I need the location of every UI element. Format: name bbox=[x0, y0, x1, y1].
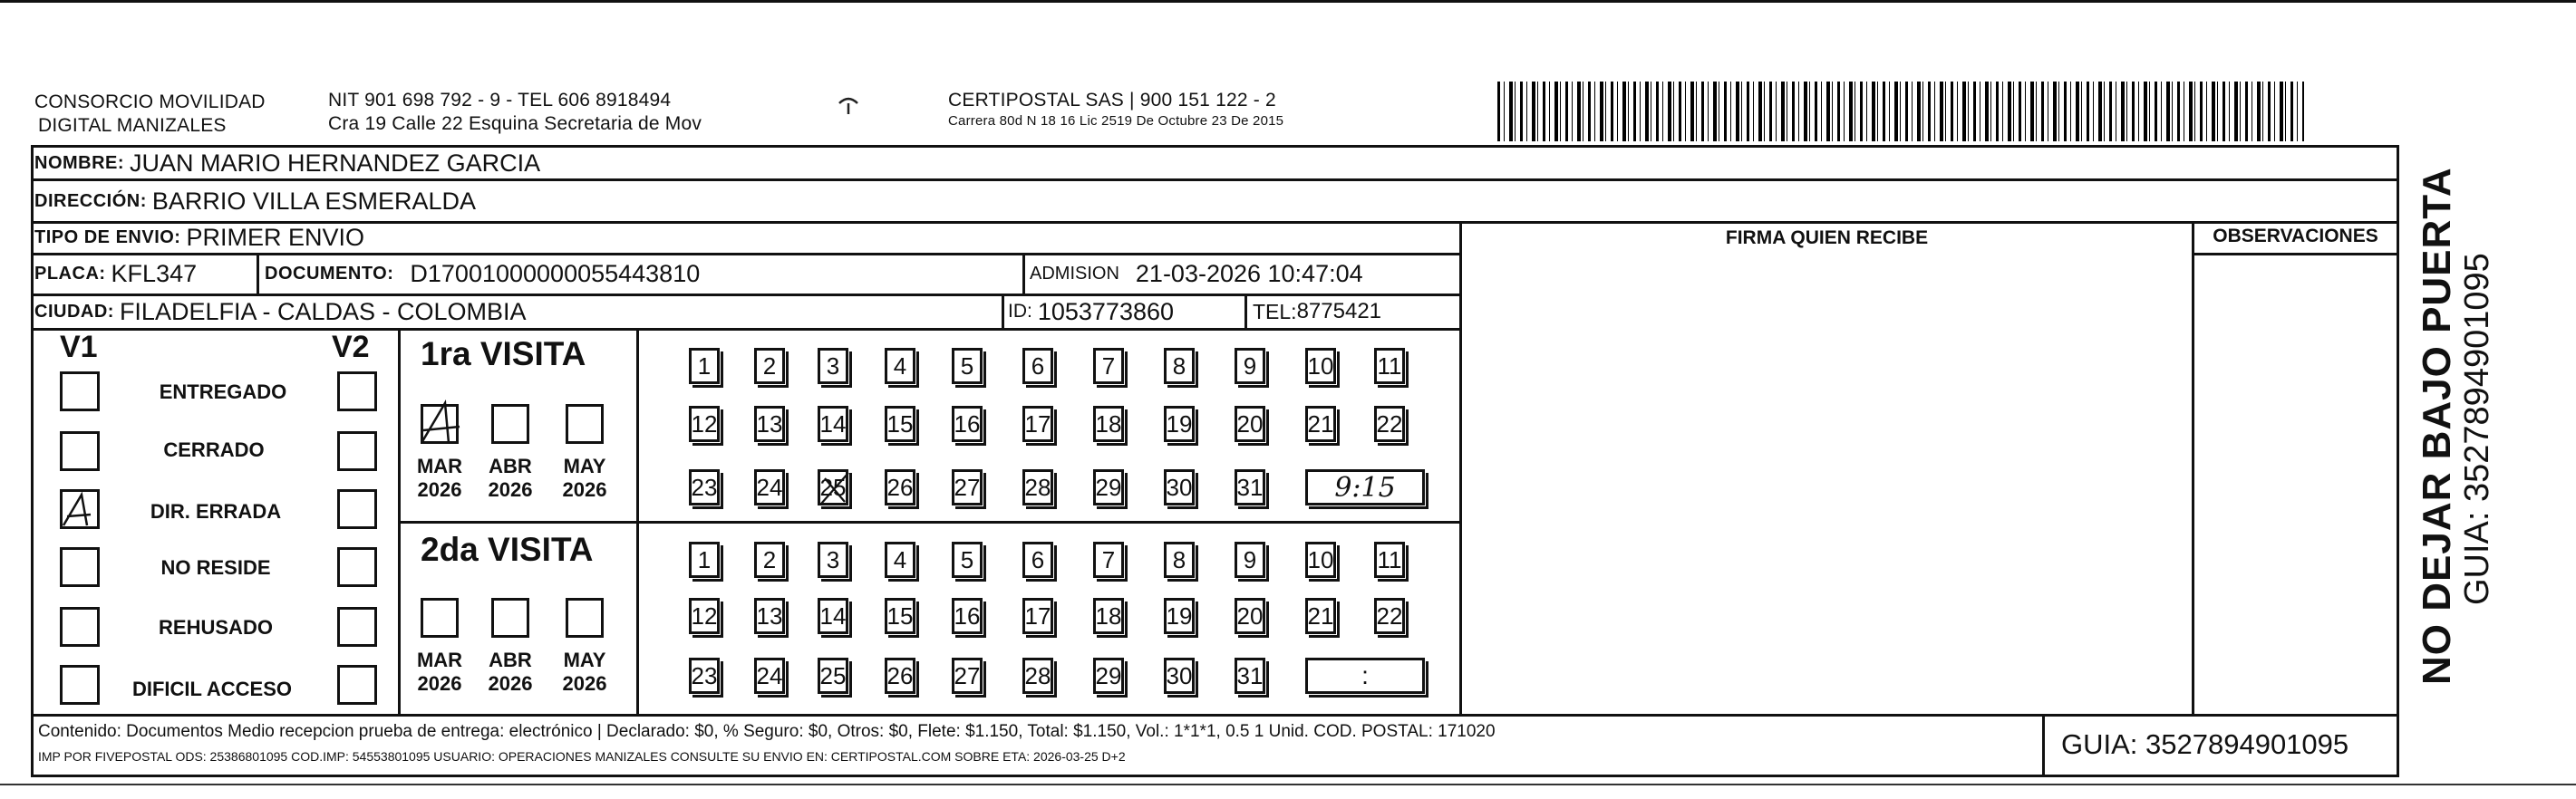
placa-value: KFL347 bbox=[111, 259, 198, 287]
second-visit-day-16[interactable] bbox=[952, 598, 983, 634]
mar-year-2: 2026 bbox=[417, 672, 462, 695]
day-number: 13 bbox=[756, 409, 783, 438]
day-number: 11 bbox=[1377, 351, 1402, 380]
second-visit-day-4[interactable] bbox=[885, 542, 915, 578]
mar-text: MAR bbox=[416, 455, 463, 477]
day-number: 9 bbox=[1243, 351, 1257, 380]
day-number: 17 bbox=[1024, 409, 1051, 438]
abr-text: ABR bbox=[489, 455, 532, 477]
first-visit-day-25[interactable] bbox=[818, 469, 848, 505]
first-visit-day-22[interactable] bbox=[1374, 406, 1405, 442]
nombre-label: NOMBRE: bbox=[34, 152, 125, 173]
second-visit-day-14[interactable] bbox=[818, 598, 848, 634]
first-visit-time[interactable] bbox=[1305, 469, 1425, 505]
day-number: 3 bbox=[826, 351, 840, 380]
second-visit-day-23[interactable] bbox=[689, 658, 720, 694]
first-visit-day-21[interactable] bbox=[1305, 406, 1336, 442]
first-visit-may-box[interactable] bbox=[566, 404, 604, 444]
day-number: 11 bbox=[1377, 545, 1402, 573]
second-visit-day-24[interactable] bbox=[754, 658, 785, 694]
first-visit-day-26[interactable] bbox=[885, 469, 915, 505]
day-number: 27 bbox=[954, 473, 981, 501]
first-visit-day-12[interactable] bbox=[689, 406, 720, 442]
first-visit-title: 1ra VISITA bbox=[421, 335, 586, 372]
day-number: 14 bbox=[819, 409, 847, 438]
row-line-5 bbox=[31, 328, 1461, 331]
scan-edge-bottom bbox=[0, 784, 2576, 785]
day-number: 25 bbox=[819, 661, 847, 689]
second-visit-day-10[interactable] bbox=[1305, 542, 1336, 578]
day-number: 9 bbox=[1243, 545, 1257, 573]
may-year: 2026 bbox=[562, 478, 607, 501]
day-number: 8 bbox=[1172, 545, 1186, 573]
guia-vertical: GUIA: 3527894901095 bbox=[2458, 253, 2496, 605]
handwritten-mark-icon bbox=[420, 400, 463, 447]
first-visit-day-7[interactable] bbox=[1093, 348, 1124, 384]
row-line-1 bbox=[31, 178, 2397, 181]
day-number: 26 bbox=[886, 473, 914, 501]
tipo-row bbox=[34, 223, 364, 252]
first-visit-day-19[interactable] bbox=[1164, 406, 1195, 442]
second-visit-time[interactable] bbox=[1305, 658, 1425, 694]
day-number: 5 bbox=[960, 545, 974, 573]
id-sep bbox=[1002, 294, 1004, 328]
v1-dir-errada-checkbox[interactable] bbox=[60, 489, 100, 529]
second-visit-day-20[interactable] bbox=[1235, 598, 1265, 634]
day-number: 15 bbox=[886, 409, 914, 438]
abr-year: 2026 bbox=[488, 478, 533, 501]
second-visit-day-27[interactable] bbox=[952, 658, 983, 694]
direccion-row bbox=[34, 187, 476, 216]
certipostal-line1: CERTIPOSTAL SAS | 900 151 122 - 2 bbox=[948, 90, 1276, 111]
day-number: 21 bbox=[1307, 602, 1334, 630]
may-text-2: MAY bbox=[563, 649, 606, 671]
first-visit-mar-box[interactable] bbox=[421, 404, 459, 444]
tel-row bbox=[1253, 297, 1381, 326]
option-dificil-acceso: DIFICIL ACCESO bbox=[131, 678, 292, 700]
day-number: 15 bbox=[886, 602, 914, 630]
day-number: 5 bbox=[960, 351, 974, 380]
no-dejar-bajo-puerta: NO DEJAR BAJO PUERTA bbox=[2415, 167, 2459, 685]
first-visit-day-1[interactable] bbox=[689, 348, 720, 384]
id-value: 1053773860 bbox=[1037, 297, 1175, 325]
first-visit-day-29[interactable] bbox=[1093, 469, 1124, 505]
v1-entregado-checkbox[interactable] bbox=[60, 371, 100, 411]
nit-line1: NIT 901 698 792 - 9 - TEL 606 8918494 bbox=[328, 90, 672, 111]
handwritten-check-icon bbox=[60, 489, 100, 529]
may-text: MAY bbox=[563, 455, 606, 477]
v1-cerrado-checkbox[interactable] bbox=[60, 431, 100, 471]
row-line-2 bbox=[31, 221, 2397, 224]
ciudad-value: FILADELFIA - CALDAS - COLOMBIA bbox=[119, 297, 527, 325]
first-visit-day-2[interactable] bbox=[754, 348, 785, 384]
first-visit-day-11[interactable] bbox=[1374, 348, 1405, 384]
first-visit-day-17[interactable] bbox=[1022, 406, 1053, 442]
documento-label: DOCUMENTO: bbox=[265, 263, 394, 284]
admision-value: 21-03-2026 10:47:04 bbox=[1135, 259, 1363, 287]
first-visit-mar-label bbox=[408, 455, 471, 502]
second-visit-day-30[interactable] bbox=[1164, 658, 1195, 694]
second-visit-may-box[interactable] bbox=[566, 598, 604, 638]
day-number: 22 bbox=[1376, 409, 1403, 438]
day-number: 26 bbox=[886, 661, 914, 689]
footer-guia: GUIA: 3527894901095 bbox=[2061, 728, 2349, 760]
day-number: 20 bbox=[1236, 602, 1264, 630]
id-row bbox=[1008, 297, 1174, 326]
day-number: 27 bbox=[954, 661, 981, 689]
row-line-3 bbox=[31, 253, 1461, 255]
nit-line2: Cra 19 Calle 22 Esquina Secretaria de Mov bbox=[328, 113, 702, 134]
second-visit-day-2[interactable] bbox=[754, 542, 785, 578]
day-number: 16 bbox=[954, 409, 981, 438]
nombre-value: JUAN MARIO HERNANDEZ GARCIA bbox=[130, 149, 541, 177]
first-visit-day-15[interactable] bbox=[885, 406, 915, 442]
abr-text-2: ABR bbox=[489, 649, 532, 671]
day-number: 7 bbox=[1101, 351, 1116, 380]
first-visit-abr-label bbox=[479, 455, 542, 502]
day-number: 10 bbox=[1307, 351, 1334, 380]
footer-contenido: Contenido: Documentos Medio recepcion prueba de entrega: electrónico | Declarado: $0, % Seguro: $0, Otros: $0, Flete: $1.150, Total: $1.150, Vol.: 1*1*1, 0.5 1 Unid. COD. POSTAL: 171020 bbox=[38, 722, 1496, 741]
first-visit-day-18[interactable] bbox=[1093, 406, 1124, 442]
placa-sep bbox=[257, 253, 259, 294]
ciudad-row bbox=[34, 297, 527, 326]
firma-header: FIRMA QUIEN RECIBE bbox=[1725, 227, 1929, 248]
first-visit-day-27[interactable] bbox=[952, 469, 983, 505]
day-number: 23 bbox=[691, 473, 718, 501]
first-visit-day-16[interactable] bbox=[952, 406, 983, 442]
second-visit-abr-box[interactable] bbox=[491, 598, 529, 638]
col-firma-left bbox=[1459, 221, 1462, 714]
day-number: 4 bbox=[893, 351, 907, 380]
second-visit-day-21[interactable] bbox=[1305, 598, 1336, 634]
day-number: 18 bbox=[1095, 409, 1122, 438]
day-number: 29 bbox=[1095, 661, 1122, 689]
footer-guia-sep bbox=[2042, 714, 2045, 775]
tel-sep bbox=[1244, 294, 1247, 328]
second-visit-day-29[interactable] bbox=[1093, 658, 1124, 694]
day-number: 24 bbox=[756, 473, 783, 501]
day-number: 13 bbox=[756, 602, 783, 630]
first-visit-day-10[interactable] bbox=[1305, 348, 1336, 384]
company-name bbox=[34, 91, 266, 138]
second-visit-day-5[interactable] bbox=[952, 542, 983, 578]
first-visit-day-5[interactable] bbox=[952, 348, 983, 384]
nit-info bbox=[328, 89, 702, 136]
direccion-label: DIRECCIÓN: bbox=[34, 190, 147, 211]
ciudad-label: CIUDAD: bbox=[34, 301, 114, 322]
first-visit-day-9[interactable] bbox=[1235, 348, 1265, 384]
company-line2: DIGITAL MANIZALES bbox=[38, 115, 227, 136]
mar-year: 2026 bbox=[417, 478, 462, 501]
admision-sep bbox=[1022, 253, 1025, 294]
v1-rehusado-checkbox[interactable] bbox=[60, 607, 100, 647]
day-number: 25 bbox=[819, 473, 847, 501]
row-line-obs bbox=[2192, 253, 2397, 255]
day-number: 16 bbox=[954, 602, 981, 630]
tel-value: 8775421 bbox=[1296, 299, 1382, 323]
certipostal-line2: Carrera 80d N 18 16 Lic 2519 De Octubre 23 De 2015 bbox=[948, 113, 1284, 129]
day-number: 30 bbox=[1166, 473, 1193, 501]
day-number: 31 bbox=[1236, 473, 1264, 501]
first-visit-day-8[interactable] bbox=[1164, 348, 1195, 384]
tipo-label: TIPO DE ENVIO: bbox=[34, 226, 181, 247]
second-visit-day-15[interactable] bbox=[885, 598, 915, 634]
second-visit-day-31[interactable] bbox=[1235, 658, 1265, 694]
direccion-value: BARRIO VILLA ESMERALDA bbox=[151, 187, 477, 215]
second-visit-day-8[interactable] bbox=[1164, 542, 1195, 578]
day-number: 19 bbox=[1166, 602, 1193, 630]
second-visit-title: 2da VISITA bbox=[421, 531, 594, 568]
first-visit-day-24[interactable] bbox=[754, 469, 785, 505]
second-visit-abr-label bbox=[479, 649, 542, 696]
day-number: 31 bbox=[1236, 661, 1264, 689]
day-number: 12 bbox=[691, 602, 718, 630]
time-value: 9:15 bbox=[1334, 471, 1396, 504]
day-number: 4 bbox=[893, 545, 907, 573]
id-label: ID: bbox=[1008, 301, 1032, 322]
day-number: 20 bbox=[1236, 409, 1264, 438]
first-visit-day-3[interactable] bbox=[818, 348, 848, 384]
v2-cerrado-checkbox[interactable] bbox=[337, 431, 377, 471]
day-number: 10 bbox=[1307, 545, 1334, 573]
first-visit-day-13[interactable] bbox=[754, 406, 785, 442]
second-visit-day-26[interactable] bbox=[885, 658, 915, 694]
second-visit-day-22[interactable] bbox=[1374, 598, 1405, 634]
second-visit-day-18[interactable] bbox=[1093, 598, 1124, 634]
second-visit-day-3[interactable] bbox=[818, 542, 848, 578]
day-number: 1 bbox=[697, 545, 712, 573]
observaciones-header: OBSERVACIONES bbox=[2213, 226, 2378, 246]
nombre-row bbox=[34, 149, 540, 178]
frame-top bbox=[31, 145, 2397, 148]
second-visit-mar-box[interactable] bbox=[421, 598, 459, 638]
second-visit-day-11[interactable] bbox=[1374, 542, 1405, 578]
footer-imp-line: IMP POR FIVEPOSTAL ODS: 25386801095 COD.IMP: 54553801095 USUARIO: OPERACIONES MANIZALES CONSULTE SU ENVIO EN: CERTIPOSTAL.COM SOBRE ETA: 2026-03-25 D+2 bbox=[38, 749, 1126, 764]
barcode bbox=[1497, 82, 2304, 141]
second-visit-day-1[interactable] bbox=[689, 542, 720, 578]
frame-bottom bbox=[31, 775, 2399, 777]
first-visit-day-28[interactable] bbox=[1022, 469, 1053, 505]
day-number: 28 bbox=[1024, 661, 1051, 689]
v2-dificil-acceso-checkbox[interactable] bbox=[337, 665, 377, 705]
day-number: 23 bbox=[691, 661, 718, 689]
day-number: 6 bbox=[1031, 545, 1045, 573]
v1-label: V1 bbox=[60, 330, 98, 364]
day-number: 12 bbox=[691, 409, 718, 438]
day-number: 8 bbox=[1172, 351, 1186, 380]
placa-row bbox=[34, 259, 197, 288]
option-no-reside: NO RESIDE bbox=[160, 556, 271, 579]
day-number: 30 bbox=[1166, 661, 1193, 689]
second-visit-day-13[interactable] bbox=[754, 598, 785, 634]
abr-year-2: 2026 bbox=[488, 672, 533, 695]
second-visit-day-7[interactable] bbox=[1093, 542, 1124, 578]
v1-no-reside-checkbox[interactable] bbox=[60, 547, 100, 587]
day-number: 2 bbox=[762, 351, 777, 380]
company-line1: CONSORCIO MOVILIDAD bbox=[34, 91, 266, 112]
first-visit-day-23[interactable] bbox=[689, 469, 720, 505]
day-number: 14 bbox=[819, 602, 847, 630]
documento-row bbox=[265, 259, 700, 288]
first-visit-day-6[interactable] bbox=[1022, 348, 1053, 384]
mar-text-2: MAR bbox=[416, 649, 463, 671]
first-visit-day-4[interactable] bbox=[885, 348, 915, 384]
frame-left bbox=[31, 145, 34, 777]
admision-label: ADMISION bbox=[1030, 263, 1119, 284]
frame-right bbox=[2397, 145, 2399, 777]
top-border bbox=[0, 0, 2576, 3]
certipostal-info bbox=[948, 89, 1283, 129]
day-number: 22 bbox=[1376, 602, 1403, 630]
day-number: 2 bbox=[762, 545, 777, 573]
location-pin-icon bbox=[838, 94, 859, 122]
col-obs-left bbox=[2192, 221, 2194, 714]
second-visit-day-25[interactable] bbox=[818, 658, 848, 694]
second-visit-day-28[interactable] bbox=[1022, 658, 1053, 694]
placa-label: PLACA: bbox=[34, 263, 106, 284]
first-visit-abr-box[interactable] bbox=[491, 404, 529, 444]
v2-rehusado-checkbox[interactable] bbox=[337, 607, 377, 647]
tel-label: TEL: bbox=[1253, 299, 1297, 323]
first-visit-may-label bbox=[553, 455, 616, 502]
v2-dir-errada-checkbox[interactable] bbox=[337, 489, 377, 529]
day-number: 18 bbox=[1095, 602, 1122, 630]
v2-no-reside-checkbox[interactable] bbox=[337, 547, 377, 587]
second-visit-day-17[interactable] bbox=[1022, 598, 1053, 634]
day-number: 7 bbox=[1101, 545, 1116, 573]
may-year-2: 2026 bbox=[562, 672, 607, 695]
day-number: 24 bbox=[756, 661, 783, 689]
admision-row bbox=[1030, 259, 1363, 288]
second-visit-day-6[interactable] bbox=[1022, 542, 1053, 578]
day-number: 19 bbox=[1166, 409, 1193, 438]
second-visit-day-12[interactable] bbox=[689, 598, 720, 634]
time-value: : bbox=[1361, 661, 1369, 689]
second-visit-day-19[interactable] bbox=[1164, 598, 1195, 634]
v2-entregado-checkbox[interactable] bbox=[337, 371, 377, 411]
v1-dificil-acceso-checkbox[interactable] bbox=[60, 665, 100, 705]
day-number: 29 bbox=[1095, 473, 1122, 501]
second-visit-mar-label bbox=[408, 649, 471, 696]
first-visit-day-31[interactable] bbox=[1235, 469, 1265, 505]
first-visit-day-20[interactable] bbox=[1235, 406, 1265, 442]
option-rehusado: REHUSADO bbox=[159, 616, 273, 639]
visit-divider bbox=[398, 521, 1459, 524]
day-number: 1 bbox=[697, 351, 712, 380]
day-number: 6 bbox=[1031, 351, 1045, 380]
first-visit-day-30[interactable] bbox=[1164, 469, 1195, 505]
day-number: 21 bbox=[1307, 409, 1334, 438]
first-visit-day-14[interactable] bbox=[818, 406, 848, 442]
second-visit-day-9[interactable] bbox=[1235, 542, 1265, 578]
option-dir-errada: DIR. ERRADA bbox=[150, 500, 282, 523]
option-cerrado: CERRADO bbox=[163, 438, 265, 461]
tipo-value: PRIMER ENVIO bbox=[186, 223, 364, 251]
v2-label: V2 bbox=[332, 330, 370, 364]
day-number: 28 bbox=[1024, 473, 1051, 501]
day-number: 3 bbox=[826, 545, 840, 573]
option-entregado: ENTREGADO bbox=[159, 380, 287, 403]
day-number: 17 bbox=[1024, 602, 1051, 630]
second-visit-may-label bbox=[553, 649, 616, 696]
documento-value: D17001000000055443810 bbox=[410, 259, 701, 287]
